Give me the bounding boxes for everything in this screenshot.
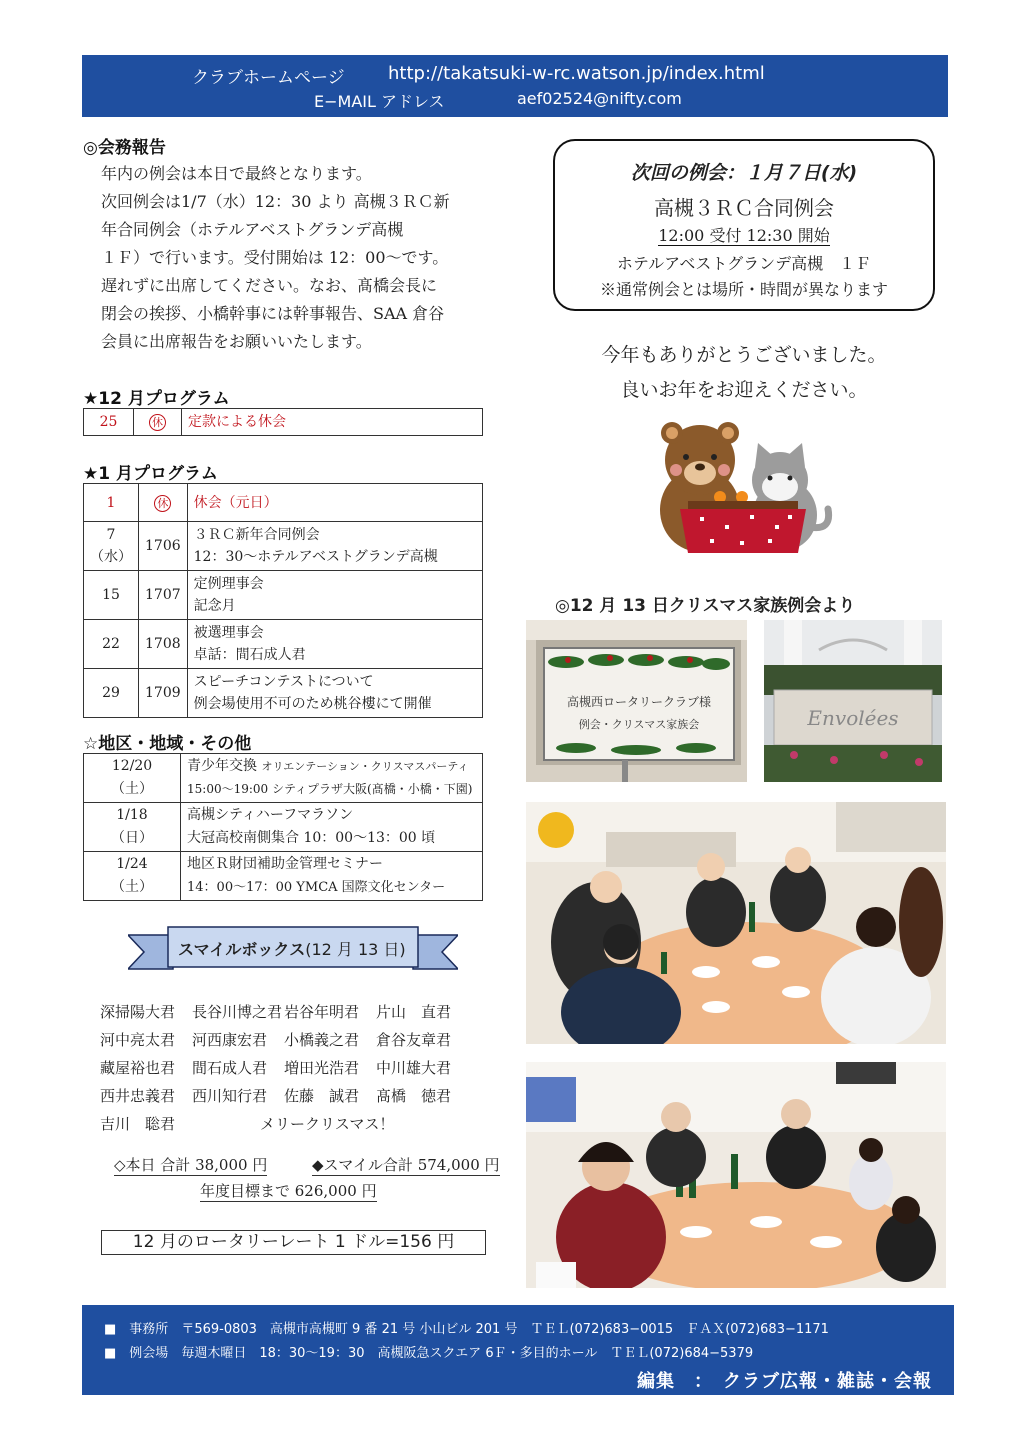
event-cell [181,852,483,901]
report-line: 閉会の挨拶、小橋幹事には幹事報告、SAA 倉谷 [101,304,445,323]
member-name: 小橋義之君 [284,1031,360,1049]
table-row [84,803,483,852]
dec-program-table [83,408,483,436]
member-name: 河中亮太君 [100,1031,176,1049]
date-cell [84,754,181,803]
area-title: ☆地区・地域・その他 [83,734,252,754]
goal-remaining: 年度目標まで 626,000 円 [200,1182,377,1200]
table-row [84,484,483,522]
content-line: 12：30〜ホテルアベストグランデ高槻 [193,549,438,565]
event-detail: 大冠高校南側集合 10：00〜13：00 頃 [187,830,436,846]
report-line: 遅れずに出席してください。なお、髙橋会長に [101,276,438,295]
next-meeting-venue: ホテルアベストグランデ高槻 １Ｆ [616,254,872,273]
holiday-mark: 休 [149,414,166,431]
day-cell: 25 [84,409,134,436]
content-cell [187,669,482,718]
member-name: 深掃陽大君 [100,1003,176,1021]
smile-total: ◆スマイル合計 574,000 円 [312,1156,500,1174]
member-name: 倉谷友章君 [376,1031,452,1049]
email-label: E−MAIL アドレス [314,92,445,111]
member-name: 佐藤 誠君 [284,1087,360,1105]
member-name: 髙橋 徳君 [376,1087,452,1105]
event-weekday: （日） [111,830,153,846]
day-cell: 1 [84,484,139,522]
day-number: 7 [106,527,116,543]
venue-text: 毎週木曜日 18：30〜19：30 高槻阪急スクエア 6Ｆ・多目的ホール ＴＥＬ(072)684−5379 [181,1346,754,1361]
member-name: 増田光浩君 [284,1059,360,1077]
meeting-no-cell: 1707 [139,571,188,620]
smile-title [178,937,406,960]
meeting-no-cell: 1709 [139,669,188,718]
smile-title-date: (12 月 13 日) [305,940,406,959]
member-name: 間石成人君 [192,1059,268,1077]
holiday-mark: 休 [154,495,171,512]
date-cell [84,803,181,852]
office-label: ■ 事務所 [104,1322,169,1337]
event-cell [181,754,483,803]
name-row [100,1082,468,1110]
event-subtitle: オリエンテーション・クリスマスパーティ [261,760,469,773]
member-name: 吉川 聡君 [100,1115,176,1133]
name-row [100,1026,468,1054]
table-row [84,409,483,436]
report-title: ◎会務報告 [83,138,166,158]
content-line: 記念月 [193,598,236,614]
name-row [100,998,468,1026]
event-date: 12/20 [111,758,153,774]
party-table-photo-2 [526,1062,946,1288]
day-cell: 15 [84,571,139,620]
day-cell: 29 [84,669,139,718]
merry-christmas: メリークリスマス！ [260,1115,395,1133]
content-cell [187,571,482,620]
member-name: 岩谷年明君 [284,1003,360,1021]
email-address[interactable]: aef02524@nifty.com [517,89,682,108]
content-line: 被選理事会 [193,625,264,641]
content-line: 例会場使用不可のため桃谷樓にて開催 [193,696,432,712]
jan-program-title: ★1 月プログラム [83,464,218,484]
member-name: 河西康宏君 [192,1031,268,1049]
meeting-no-cell: 1708 [139,620,188,669]
report-line: 年内の例会は本日で最終となります。 [101,164,372,183]
sign-line-1: 高槻西ロータリークラブ様 [566,695,712,709]
content-line: 卓話：間石成人君 [193,647,306,663]
content-line: スピーチコンテストについて [193,674,374,690]
member-name: 長谷川博之君 [192,1003,283,1021]
greeting-line-1: 今年もありがとうございました。 [601,344,887,366]
editor-credit: 編集 ： クラブ広報・雑誌・会報 [637,1371,932,1392]
next-meeting-time [555,223,933,246]
welcome-sign-photo [526,620,747,782]
party-table-photo-1 [526,802,946,1044]
smile-names [100,998,468,1138]
table-row [84,522,483,571]
footer-bar [82,1305,954,1395]
area-table [83,753,483,901]
content-cell [187,620,482,669]
venue-row [104,1342,753,1361]
dec-program-title: ★12 月プログラム [83,389,230,409]
event-detail: 15:00〜19:00 シティプラザ大阪(髙橋・小橋・下園) [187,782,473,796]
content-line: ３ＲＣ新年合同例会 [193,527,320,543]
next-meeting-time-text: 12:00 受付 12:30 開始 [658,226,830,245]
event-cell [181,803,483,852]
greeting-line-2: 良いお年をお迎えください。 [620,379,868,401]
table-row [84,852,483,901]
homepage-label: クラブホームページ [192,68,345,88]
table-row [84,754,483,803]
event-title: 地区Ｒ財団補助金管理セミナー [187,856,383,872]
content-cell: 定款による休会 [182,409,483,436]
office-row [104,1318,829,1337]
event-weekday: （土） [111,879,153,895]
report-line: １Ｆ）で行います。受付開始は 12：00〜です。 [101,248,449,267]
day-cell: 22 [84,620,139,669]
member-name: 西川知行君 [192,1087,268,1105]
holiday-cell [134,409,182,436]
event-weekday: （土） [111,781,153,797]
today-total: ◇本日 合計 38,000 円 [114,1156,268,1174]
name-row [100,1110,468,1138]
event-date: 1/18 [116,807,148,823]
content-line: 定例理事会 [193,576,264,592]
next-meeting-box [553,139,935,311]
report-line: 年合同例会（ホテルアベストグランデ高槻 [101,220,404,239]
event-title: 青少年交換 [187,758,257,774]
next-meeting-note: ※通常例会とは場所・時間が異なります [599,280,888,299]
member-name: 中川雄大君 [376,1059,452,1077]
header-bar [82,55,948,117]
table-row [84,620,483,669]
day-weekday: （水） [90,549,132,565]
report-line: 次回例会は1/7（水）12：30 より 高槻３ＲＣ新 [101,192,450,211]
report-body [101,160,501,356]
rotary-rate: 12 月のロータリーレート 1 ドル=156 円 [101,1230,486,1255]
day-cell [84,522,139,571]
homepage-url[interactable]: http://takatsuki-w-rc.watson.jp/index.html [388,63,765,84]
sign-line-2: 例会・クリスマス家族会 [578,718,700,731]
venue-entrance-photo [764,620,942,782]
event-date: 1/24 [116,856,148,872]
table-row [84,669,483,718]
office-text: 〒569-0803 高槻市高槻町 9 番 21 号 小山ビル 201 号 ＴＥＬ(072)683−0015 ＦＡＸ(072)683−1171 [181,1322,829,1337]
content-cell [187,522,482,571]
venue-label: ■ 例会場 [104,1346,169,1361]
next-meeting-title: 高槻３ＲＣ合同例会 [654,196,834,220]
member-name: 片山 直君 [376,1003,452,1021]
content-cell: 休会（元日） [187,484,482,522]
event-title: 高槻シティハーフマラソン [187,807,354,823]
bear-cat-illustration [640,415,840,555]
smile-title-text: スマイルボックス [178,940,306,959]
member-name: 藏屋裕也君 [100,1059,176,1077]
report-line: 会員に出席報告をお願いいたします。 [101,332,372,351]
member-name: 西井忠義君 [100,1087,176,1105]
name-row [100,1054,468,1082]
meeting-no-cell: 1706 [139,522,188,571]
photos-section-title: ◎12 月 13 日クリスマス家族例会より [555,596,856,616]
next-meeting-heading: 次回の例会：１月７日(水) [630,162,858,184]
date-cell [84,852,181,901]
jan-program-table [83,483,483,718]
table-row [84,571,483,620]
event-detail: 14：00〜17：00 YMCA 国際文化センター [187,880,446,895]
venue-sign-text: Envolées [807,706,899,730]
holiday-cell [139,484,188,522]
